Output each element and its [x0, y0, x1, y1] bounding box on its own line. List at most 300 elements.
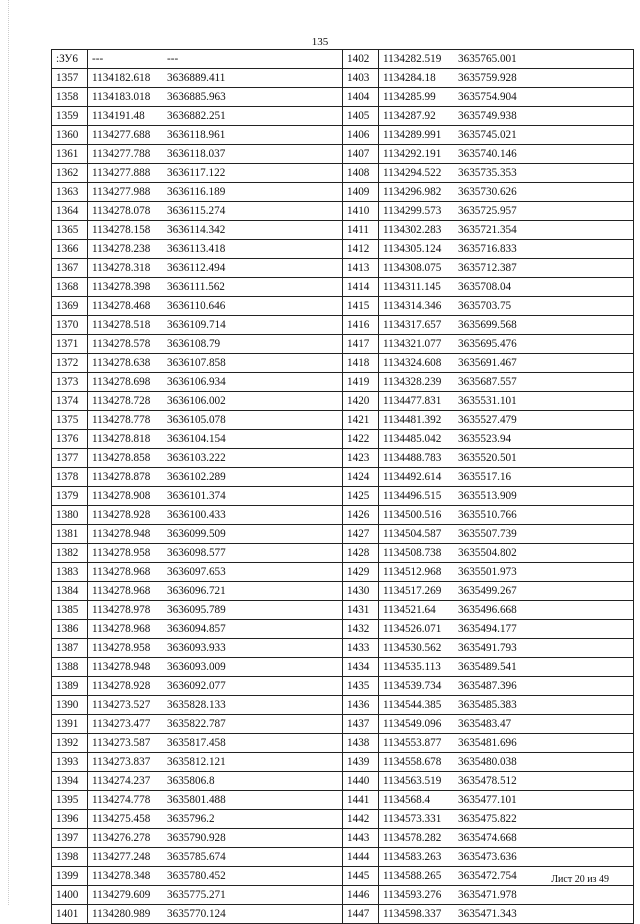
table-row	[343, 126, 634, 145]
table-row	[343, 202, 634, 221]
y-coordinate: 3635708.04	[458, 281, 512, 293]
y-coordinate: 3636105.078	[167, 414, 226, 426]
coordinates-cell	[88, 107, 343, 126]
y-coordinate: 3636108.79	[167, 338, 221, 350]
x-coordinate: 1134481.392	[383, 414, 442, 426]
x-coordinate: 1134278.878	[92, 471, 151, 483]
y-coordinate: 3635735.353	[458, 167, 517, 179]
coordinates-cell	[379, 449, 634, 468]
x-coordinate: 1134277.688	[92, 129, 151, 141]
table-row	[52, 677, 343, 696]
table-row	[343, 354, 634, 373]
y-coordinate: 3636114.342	[167, 224, 226, 236]
y-coordinate: 3635721.354	[458, 224, 517, 236]
x-coordinate: 1134530.562	[383, 642, 442, 654]
x-coordinate: 1134563.519	[383, 775, 442, 787]
x-coordinate: 1134277.888	[92, 167, 151, 179]
point-number-cell: 1433	[343, 639, 379, 658]
y-coordinate: 3635472.754	[458, 870, 517, 882]
x-coordinate: 1134278.778	[92, 414, 151, 426]
coordinates-cell	[88, 487, 343, 506]
coordinates-cell	[379, 620, 634, 639]
table-row	[52, 810, 343, 829]
coordinates-cell	[379, 563, 634, 582]
table-row	[52, 88, 343, 107]
y-coordinate: 3635703.75	[458, 300, 512, 312]
table-row	[343, 449, 634, 468]
coordinates-cell	[88, 392, 343, 411]
y-coordinate: 3636115.274	[167, 205, 226, 217]
point-number-cell: 1446	[343, 886, 379, 905]
y-coordinate: 3635712.387	[458, 262, 517, 274]
y-coordinate: 3636092.077	[167, 680, 226, 692]
coordinates-cell	[88, 316, 343, 335]
table-row	[343, 145, 634, 164]
y-coordinate: 3635483.47	[458, 718, 512, 730]
point-number-cell: 1385	[52, 601, 88, 620]
y-coordinate: 3636113.418	[167, 243, 226, 255]
y-coordinate: 3635499.267	[458, 585, 517, 597]
sheet-counter: Лист 20 из 49	[551, 874, 609, 885]
x-coordinate: 1134549.096	[383, 718, 442, 730]
x-coordinate: 1134278.348	[92, 870, 151, 882]
y-coordinate: 3635475.822	[458, 813, 517, 825]
table-row	[343, 620, 634, 639]
coordinates-cell	[379, 810, 634, 829]
point-number-cell: 1413	[343, 259, 379, 278]
point-number-cell: 1383	[52, 563, 88, 582]
table-row	[343, 677, 634, 696]
point-number-cell: 1420	[343, 392, 379, 411]
coordinates-cell	[379, 658, 634, 677]
point-number-cell: 1396	[52, 810, 88, 829]
x-coordinate: 1134299.573	[383, 205, 442, 217]
point-number-cell: 1360	[52, 126, 88, 145]
point-number-cell: 1438	[343, 734, 379, 753]
point-number-cell: 1376	[52, 430, 88, 449]
table-row	[343, 107, 634, 126]
coordinates-cell	[88, 886, 343, 905]
coordinates-cell	[88, 620, 343, 639]
coordinates-cell	[88, 525, 343, 544]
table-row	[343, 316, 634, 335]
y-coordinate: 3635489.541	[458, 661, 517, 673]
coordinates-cell	[379, 354, 634, 373]
x-coordinate: 1134278.968	[92, 623, 151, 635]
coordinates-cell	[88, 145, 343, 164]
point-number-cell: 1409	[343, 183, 379, 202]
point-number-cell: 1367	[52, 259, 88, 278]
table-row	[343, 639, 634, 658]
point-number-cell: 1373	[52, 373, 88, 392]
y-coordinate: 3635785.674	[167, 851, 226, 863]
y-coordinate: 3635487.396	[458, 680, 517, 692]
point-number-cell: 1447	[343, 905, 379, 924]
point-number-cell: 1444	[343, 848, 379, 867]
table-row	[343, 297, 634, 316]
y-coordinate: 3635517.16	[458, 471, 512, 483]
coordinates-cell	[379, 316, 634, 335]
x-coordinate: 1134553.877	[383, 737, 442, 749]
y-coordinate: 3636099.509	[167, 528, 226, 540]
table-row	[52, 69, 343, 88]
point-number-cell: 1369	[52, 297, 88, 316]
y-coordinate: 3635510.766	[458, 509, 517, 521]
coordinates-cell	[88, 202, 343, 221]
coordinates-cell	[88, 164, 343, 183]
point-number-cell: 1426	[343, 506, 379, 525]
page-number: 135	[311, 36, 329, 48]
table-row	[343, 259, 634, 278]
y-coordinate: 3635471.978	[458, 889, 517, 901]
coordinates-cell	[88, 544, 343, 563]
coordinates-cell	[379, 753, 634, 772]
x-coordinate: 1134485.042	[383, 433, 442, 445]
table-row	[343, 848, 634, 867]
x-coordinate: 1134305.124	[383, 243, 442, 255]
point-number-cell: 1361	[52, 145, 88, 164]
table-row	[52, 829, 343, 848]
coordinates-cell	[88, 240, 343, 259]
table-row	[343, 753, 634, 772]
table-row	[52, 639, 343, 658]
point-number-cell: 1358	[52, 88, 88, 107]
point-number-cell: 1401	[52, 905, 88, 924]
x-coordinate: 1134278.858	[92, 452, 151, 464]
coordinates-cell	[379, 468, 634, 487]
coordinates-cell	[88, 69, 343, 88]
y-coordinate: 3636106.002	[167, 395, 226, 407]
y-coordinate: 3636097.653	[167, 566, 226, 578]
point-number-cell: 1439	[343, 753, 379, 772]
point-number-cell: 1416	[343, 316, 379, 335]
y-coordinate: 3636885.963	[167, 91, 226, 103]
point-number-cell: 1359	[52, 107, 88, 126]
point-number-cell: 1380	[52, 506, 88, 525]
point-number-cell: 1418	[343, 354, 379, 373]
x-coordinate: 1134284.18	[383, 72, 436, 84]
y-coordinate: 3635754.904	[458, 91, 517, 103]
y-coordinate: 3635501.973	[458, 566, 517, 578]
coordinates-cell	[88, 126, 343, 145]
table-row	[52, 278, 343, 297]
x-coordinate: 1134578.282	[383, 832, 442, 844]
point-number-cell: 1431	[343, 601, 379, 620]
coordinates-table-right	[342, 49, 634, 924]
coordinates-cell	[379, 582, 634, 601]
point-number-cell: 1443	[343, 829, 379, 848]
x-coordinate: 1134278.968	[92, 566, 151, 578]
x-coordinate: 1134526.071	[383, 623, 442, 635]
header-y-dash: ---	[167, 53, 179, 65]
table-row	[52, 791, 343, 810]
table-row	[343, 240, 634, 259]
y-coordinate: 3636098.577	[167, 547, 226, 559]
y-coordinate: 3636110.646	[167, 300, 226, 312]
table-row	[52, 411, 343, 430]
table-row	[52, 430, 343, 449]
coordinates-cell	[88, 791, 343, 810]
coordinates-cell	[379, 829, 634, 848]
y-coordinate: 3635513.909	[458, 490, 517, 502]
y-coordinate: 3635699.568	[458, 319, 517, 331]
x-coordinate: 1134583.263	[383, 851, 442, 863]
table-row	[343, 335, 634, 354]
point-number-cell: 1393	[52, 753, 88, 772]
point-number-cell: 1434	[343, 658, 379, 677]
x-coordinate: 1134274.237	[92, 775, 151, 787]
table-row	[52, 696, 343, 715]
y-coordinate: 3635749.938	[458, 110, 517, 122]
coordinates-cell	[379, 715, 634, 734]
table-row	[343, 525, 634, 544]
point-number-cell: 1381	[52, 525, 88, 544]
y-coordinate: 3635531.101	[458, 395, 517, 407]
point-number-cell: 1384	[52, 582, 88, 601]
point-number-cell: 1364	[52, 202, 88, 221]
point-number-cell: 1375	[52, 411, 88, 430]
coordinates-cell	[88, 905, 343, 924]
coordinates-cell	[379, 791, 634, 810]
x-coordinate: 1134508.738	[383, 547, 442, 559]
coordinates-cell	[379, 886, 634, 905]
x-coordinate: 1134278.398	[92, 281, 151, 293]
table-row	[343, 183, 634, 202]
point-number-cell: 1378	[52, 468, 88, 487]
coordinates-cell	[88, 734, 343, 753]
coordinates-cell	[88, 430, 343, 449]
point-number-cell: 1357	[52, 69, 88, 88]
coordinates-cell	[88, 639, 343, 658]
coordinates-cell	[379, 107, 634, 126]
x-coordinate: 1134598.337	[383, 908, 442, 920]
table-row	[52, 544, 343, 563]
coordinates-cell	[379, 240, 634, 259]
table-row	[52, 848, 343, 867]
x-coordinate: 1134183.018	[92, 91, 151, 103]
point-number-cell: 1415	[343, 297, 379, 316]
x-coordinate: 1134512.968	[383, 566, 442, 578]
table-row	[343, 487, 634, 506]
x-coordinate: 1134278.078	[92, 205, 151, 217]
table-row	[52, 183, 343, 202]
table-row	[343, 715, 634, 734]
table-row	[343, 373, 634, 392]
table-row	[52, 886, 343, 905]
x-coordinate: 1134294.522	[383, 167, 442, 179]
x-coordinate: 1134278.948	[92, 661, 151, 673]
x-coordinate: 1134278.518	[92, 319, 151, 331]
table-row	[343, 69, 634, 88]
coordinates-cell	[88, 335, 343, 354]
table-row	[343, 221, 634, 240]
coordinates-cell	[379, 164, 634, 183]
table-row	[52, 487, 343, 506]
y-coordinate: 3635520.501	[458, 452, 517, 464]
y-coordinate: 3635687.557	[458, 376, 517, 388]
coordinates-cell	[379, 88, 634, 107]
y-coordinate: 3635494.177	[458, 623, 517, 635]
table-row	[52, 867, 343, 886]
coordinates-cell	[379, 145, 634, 164]
y-coordinate: 3635474.668	[458, 832, 517, 844]
point-number-cell: 1374	[52, 392, 88, 411]
x-coordinate: 1134492.614	[383, 471, 442, 483]
coordinates-cell	[88, 411, 343, 430]
point-number-cell: 1414	[343, 278, 379, 297]
x-coordinate: 1134280.989	[92, 908, 151, 920]
y-coordinate: 3635770.124	[167, 908, 226, 920]
coordinates-cell	[88, 753, 343, 772]
y-coordinate: 3635740.146	[458, 148, 517, 160]
table-row	[343, 658, 634, 677]
coordinates-cell	[379, 430, 634, 449]
point-number-cell: 1412	[343, 240, 379, 259]
x-coordinate: 1134573.331	[383, 813, 442, 825]
x-coordinate: 1134275.458	[92, 813, 151, 825]
table-row	[52, 126, 343, 145]
table-header-row	[52, 50, 343, 69]
y-coordinate: 3636109.714	[167, 319, 226, 331]
x-coordinate: 1134278.318	[92, 262, 151, 274]
table-row	[52, 506, 343, 525]
y-coordinate: 3635480.038	[458, 756, 517, 768]
table-row	[52, 582, 343, 601]
x-coordinate: 1134308.075	[383, 262, 442, 274]
y-coordinate: 3635477.101	[458, 794, 517, 806]
table-row	[343, 88, 634, 107]
coordinates-cell	[88, 221, 343, 240]
table-row	[343, 791, 634, 810]
table-row	[343, 829, 634, 848]
x-coordinate: 1134276.278	[92, 832, 151, 844]
x-coordinate: 1134278.698	[92, 376, 151, 388]
x-coordinate: 1134496.515	[383, 490, 442, 502]
point-number-cell: 1445	[343, 867, 379, 886]
x-coordinate: 1134278.928	[92, 680, 151, 692]
y-coordinate: 3636093.933	[167, 642, 226, 654]
point-number-cell: 1436	[343, 696, 379, 715]
coordinates-cell	[88, 810, 343, 829]
table-row	[343, 772, 634, 791]
coordinates-cell	[379, 221, 634, 240]
x-coordinate: 1134328.239	[383, 376, 442, 388]
table-row	[52, 905, 343, 924]
point-number-cell: 1362	[52, 164, 88, 183]
point-number-cell: 1432	[343, 620, 379, 639]
binding-margin-line	[8, 0, 9, 905]
header-x-dash: ---	[92, 53, 104, 65]
coordinates-table-left	[51, 49, 343, 924]
y-coordinate: 3636882.251	[167, 110, 226, 122]
x-coordinate: 1134500.516	[383, 509, 442, 521]
coordinates-cell	[379, 506, 634, 525]
coordinates-cell	[379, 677, 634, 696]
y-coordinate: 3635481.696	[458, 737, 517, 749]
point-number-cell: 1422	[343, 430, 379, 449]
point-number-cell: 1419	[343, 373, 379, 392]
y-coordinate: 3636104.154	[167, 433, 226, 445]
point-number-cell: 1410	[343, 202, 379, 221]
point-number-cell: 1398	[52, 848, 88, 867]
y-coordinate: 3635780.452	[167, 870, 226, 882]
coordinates-cell	[379, 525, 634, 544]
y-coordinate: 3635828.133	[167, 699, 226, 711]
y-coordinate: 3635473.636	[458, 851, 517, 863]
point-number-cell: 1408	[343, 164, 379, 183]
x-coordinate: 1134296.982	[383, 186, 442, 198]
x-coordinate: 1134588.265	[383, 870, 442, 882]
table-row	[343, 430, 634, 449]
point-number-cell: 1372	[52, 354, 88, 373]
coordinates-cell	[88, 563, 343, 582]
point-number-cell: 1370	[52, 316, 88, 335]
point-number-cell: 1407	[343, 145, 379, 164]
x-coordinate: 1134278.978	[92, 604, 151, 616]
y-coordinate: 3636093.009	[167, 661, 226, 673]
x-coordinate: 1134504.587	[383, 528, 442, 540]
point-number-cell: 1427	[343, 525, 379, 544]
y-coordinate: 3635745.021	[458, 129, 517, 141]
point-number-cell: 1382	[52, 544, 88, 563]
coordinates-cell	[379, 69, 634, 88]
table-row	[52, 240, 343, 259]
table-row	[52, 145, 343, 164]
y-coordinate: 3635725.957	[458, 205, 517, 217]
coordinates-cell	[88, 373, 343, 392]
coordinates-cell	[88, 88, 343, 107]
point-number-cell: 1440	[343, 772, 379, 791]
table-row	[52, 715, 343, 734]
coordinates-cell	[379, 411, 634, 430]
x-coordinate: 1134273.527	[92, 699, 151, 711]
table-row	[343, 886, 634, 905]
x-coordinate: 1134278.958	[92, 547, 151, 559]
table-row	[343, 392, 634, 411]
point-number-cell: 1386	[52, 620, 88, 639]
point-number-cell: 1404	[343, 88, 379, 107]
x-coordinate: 1134321.077	[383, 338, 442, 350]
point-number-cell: 1368	[52, 278, 88, 297]
table-row	[343, 506, 634, 525]
table-row	[52, 373, 343, 392]
table-row	[52, 297, 343, 316]
y-coordinate: 3635822.787	[167, 718, 226, 730]
x-coordinate: 1134278.468	[92, 300, 151, 312]
y-coordinate: 3635775.271	[167, 889, 226, 901]
x-coordinate: 1134314.346	[383, 300, 442, 312]
coordinates-cell	[379, 487, 634, 506]
x-coordinate: 1134279.609	[92, 889, 151, 901]
y-coordinate: 3635812.121	[167, 756, 226, 768]
x-coordinate: 1134558.678	[383, 756, 442, 768]
point-number-cell: 1399	[52, 867, 88, 886]
y-coordinate: 3635496.668	[458, 604, 517, 616]
table-row	[52, 601, 343, 620]
y-coordinate: 3636106.934	[167, 376, 226, 388]
point-number-cell: 1389	[52, 677, 88, 696]
x-coordinate: 1134287.92	[383, 110, 436, 122]
table-row	[343, 50, 634, 69]
table-row	[52, 620, 343, 639]
table-row	[52, 221, 343, 240]
x-coordinate: 1134568.4	[383, 794, 431, 806]
x-coordinate: 1134289.991	[383, 129, 442, 141]
point-number-cell: 1442	[343, 810, 379, 829]
y-coordinate: 3636101.374	[167, 490, 226, 502]
point-number-cell: 1363	[52, 183, 88, 202]
x-coordinate: 1134535.113	[383, 661, 441, 673]
